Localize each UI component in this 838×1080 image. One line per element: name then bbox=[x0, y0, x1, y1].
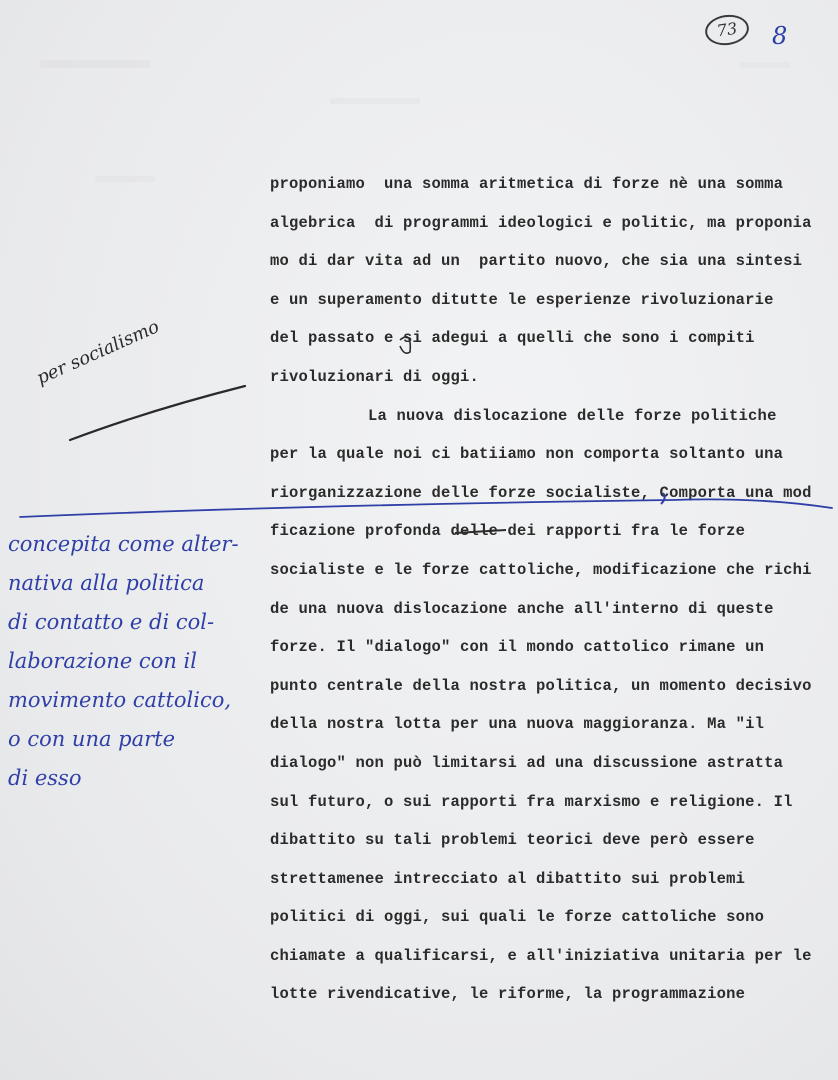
bleed-through-mark bbox=[740, 62, 790, 68]
margin-note-line: laborazione con il bbox=[8, 649, 197, 673]
margin-note-line: concepita come alter- bbox=[8, 532, 239, 556]
typed-line: riorganizzazione delle forze socialiste, Comporta una mod bbox=[270, 483, 812, 502]
typed-line: ficazione profonda delle dei rapporti fra le forze bbox=[270, 522, 746, 541]
typed-line: dialogo" non può limitarsi ad una discussione astratta bbox=[270, 753, 784, 772]
typed-line: strettamenee intrecciato al dibattito sui problemi bbox=[270, 869, 746, 888]
typed-body-text bbox=[270, 170, 838, 1019]
typed-line: rivoluzionari di oggi. bbox=[270, 367, 480, 386]
typed-line: La nuova dislocazione delle forze politiche bbox=[368, 406, 777, 425]
typed-line: sul futuro, o sui rapporti fra marxismo e religione. Il bbox=[270, 792, 793, 811]
typed-line: punto centrale della nostra politica, un momento decisivo bbox=[270, 676, 812, 695]
circled-page-number bbox=[703, 12, 751, 48]
margin-note-line: di esso bbox=[8, 766, 82, 790]
margin-note-line: movimento cattolico, bbox=[8, 688, 232, 712]
typed-line: mo di dar vita ad un partito nuovo, che sia una sintesi bbox=[270, 252, 803, 271]
typed-line: proponiamo una somma aritmetica di forze nè una somma bbox=[270, 175, 784, 193]
bleed-through-mark bbox=[330, 98, 420, 104]
black-pen-stroke bbox=[70, 386, 245, 440]
margin-note-blue bbox=[8, 525, 239, 798]
margin-note-line: di contatto e di col- bbox=[8, 610, 215, 634]
typed-line: dibattito su tali problemi teorici deve però essere bbox=[270, 831, 755, 850]
typed-line: e un superamento ditutte le esperienze rivoluzionarie bbox=[270, 290, 774, 309]
circled-page-number-text: 73 bbox=[715, 18, 739, 41]
margin-note-line: nativa alla politica bbox=[8, 571, 205, 595]
bleed-through-mark bbox=[40, 60, 150, 68]
margin-note-black: per socialismo bbox=[33, 316, 163, 389]
typed-line: algebrica di programmi ideologici e politic, ma proponia bbox=[270, 213, 812, 232]
bleed-through-mark bbox=[95, 176, 155, 182]
typed-line: politici di oggi, sui quali le forze cattoliche sono bbox=[270, 908, 765, 927]
typed-line: socialiste e le forze cattoliche, modificazione che richi bbox=[270, 560, 812, 579]
typed-line: per la quale noi ci batiiamo non comporta soltanto una bbox=[270, 445, 784, 464]
handwritten-page-number: 8 bbox=[772, 22, 788, 50]
typed-line: de una nuova dislocazione anche all'interno di queste bbox=[270, 599, 774, 618]
margin-note-line: o con una parte bbox=[8, 727, 176, 751]
typed-line: chiamate a qualificarsi, e all'iniziativa unitaria per le bbox=[270, 946, 812, 965]
typed-line: della nostra lotta per una nuova maggioranza. Ma "il bbox=[270, 715, 765, 734]
typed-line: forze. Il "dialogo" con il mondo cattolico rimane un bbox=[270, 638, 765, 657]
typed-line: del passato e si adegui a quelli che sono i compiti bbox=[270, 329, 755, 348]
typed-line: lotte rivendicative, le riforme, la programmazione bbox=[270, 985, 746, 1004]
